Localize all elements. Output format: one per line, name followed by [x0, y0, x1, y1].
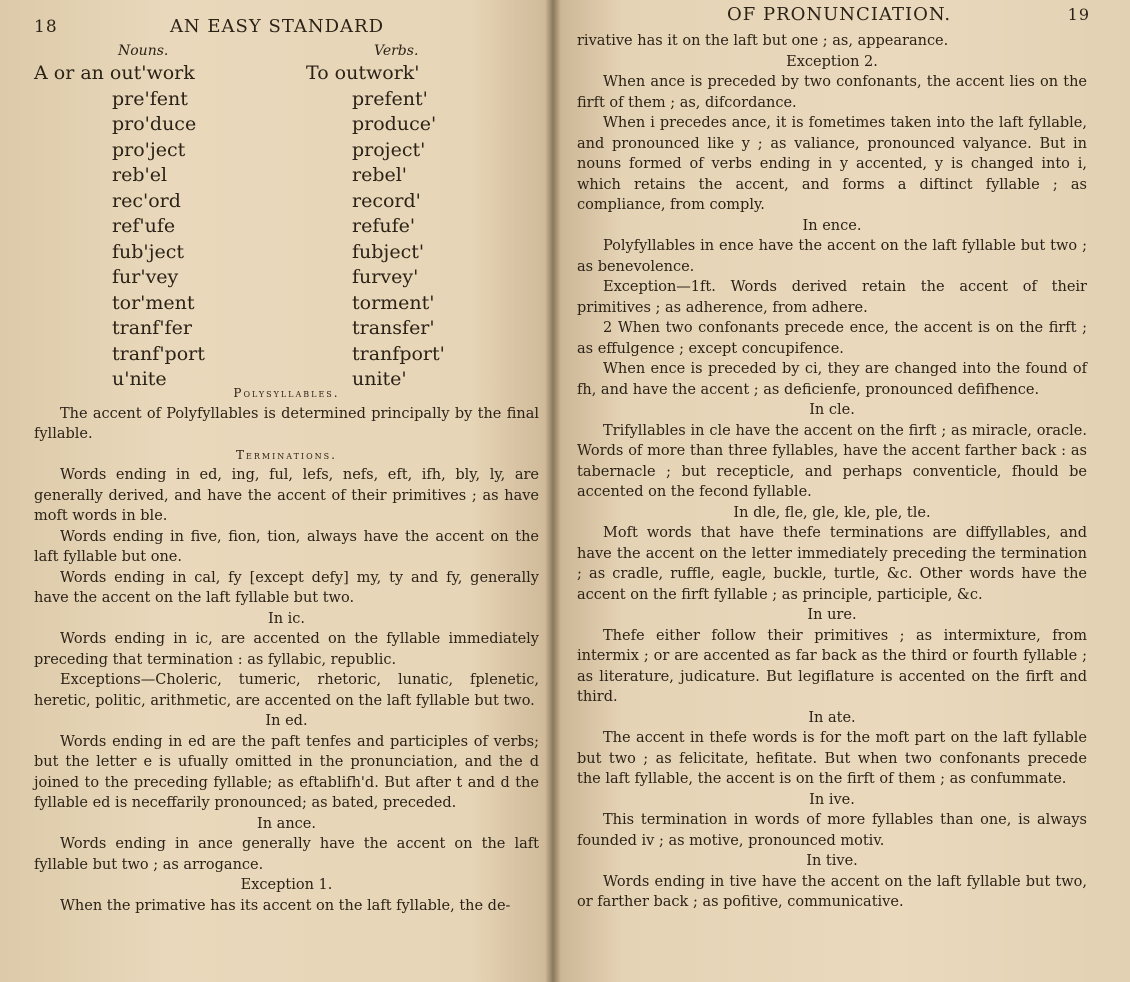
section-heading: Terminations. [236, 447, 337, 462]
noun-word: tranf'fer [112, 317, 192, 339]
section-heading: In cle. [809, 402, 855, 418]
noun-word: reb'el [112, 164, 168, 186]
section-heading: Polysyllables. [233, 386, 340, 400]
section-heading: In ive. [809, 791, 855, 808]
verb-word: torment' [352, 291, 435, 314]
right-body-text [577, 31, 1087, 913]
verbs-heading: Verbs. [374, 43, 419, 59]
paragraph: Words ending in ance generally have the accent on the laft fyllable but two ; as arrogance. [34, 836, 539, 873]
noun-word: ref'ufe [112, 215, 176, 237]
paragraph: Words ending in tive have the accent on the laft fyllable but two, or farther back ; as pofitive, communicative. [577, 873, 1087, 910]
paragraph: When ance is preceded by two confonants, the accent lies on the firft of them ; as, difcordance. [577, 74, 1087, 111]
verbs-column [306, 43, 526, 393]
right-page [553, 0, 1130, 982]
noun-word: fur'vey [112, 266, 179, 288]
verb-word: tranfport' [352, 342, 445, 365]
paragraph: Moft words that have thefe terminations are diffyllables, and have the accent on the letter immediately preceding the termination ; as cradle, ruffle, eagle, buckle, turtle, &c. Other words have the accent on the firft fyllable ; as principle, participle, &c. [577, 525, 1087, 603]
verb-word: record' [352, 189, 421, 212]
verb-word: furvey' [352, 266, 419, 288]
noun-word: tranf'port [112, 342, 205, 365]
noun-word: fub'ject [112, 240, 185, 263]
paragraph: Words ending in five, fion, tion, always have the accent on the laft fyllable but one. [34, 528, 539, 565]
section-heading: In ance. [257, 815, 316, 832]
paragraph: Trifyllables in cle have the accent on the firft ; as miracle, oracle. Words of more than three fyllables, have the accent farther back : as tabernacle ; but recepticle, and perhaps conventicle, fhould be accented on the fecond fyllable. [577, 422, 1087, 500]
verb-word: fubject' [352, 240, 425, 263]
paragraph: When the primative has its accent on the laft fyllable, the de- [60, 897, 511, 914]
section-heading: In dle, fle, gle, kle, ple, tle. [733, 504, 931, 521]
paragraph: Exceptions—Choleric, tumeric, rhetoric, lunatic, fplenetic, heretic, politic, arithmetic, are accented on the laft fyllable but two. [34, 672, 539, 709]
left-page [0, 0, 553, 982]
left-page-number: 18 [34, 17, 58, 37]
section-heading: In ed. [265, 713, 308, 729]
noun-word: pro'ject [112, 138, 186, 161]
section-heading: In ence. [802, 217, 862, 234]
paragraph: Words ending in ed, ing, ful, lefs, nefs, eft, ifh, bly, ly, are generally derived, and have the accent of their primitives ; as have moft words in ble. [34, 467, 539, 524]
nouns-column [34, 43, 294, 393]
section-heading: In ate. [808, 709, 856, 726]
verb-word: unite' [352, 368, 407, 390]
noun-word: rec'ord [112, 189, 181, 212]
noun-word: A or an out'work [34, 62, 195, 84]
verb-word: To outwork' [306, 62, 420, 84]
section-heading: In ic. [267, 610, 306, 627]
right-running-header [577, 4, 1090, 25]
paragraph: When ence is preceded by ci, they are changed into the found of fh, and have the accent ; as deficienfe, pronounced defifhence. [577, 361, 1087, 398]
section-heading: In ure. [807, 607, 857, 623]
paragraph: Polyfyllables in ence have the accent on the laft fyllable but two ; as benevolence. [577, 238, 1087, 275]
paragraph: When i precedes ance, it is fometimes taken into the laft fyllable, and pronounced like y ; as valiance, pronounced valyance. But in nouns formed of verbs ending in y accented, y is changed into i, which retains the accent, and forms a diftinct fyllable ; as compliance, from comply. [577, 115, 1087, 213]
right-page-number: 19 [1067, 5, 1090, 24]
paragraph: The accent of Polyfyllables is determined principally by the final fyllable. [34, 405, 539, 442]
section-heading: Exception 2. [786, 53, 878, 70]
noun-word: pro'duce [112, 113, 197, 135]
nouns-heading: Nouns. [118, 43, 169, 59]
verb-word: refufe' [352, 215, 416, 237]
noun-word: pre'fent [112, 87, 188, 110]
noun-word: tor'ment [112, 291, 195, 314]
paragraph: Words ending in cal, fy [except defy] my, ty and fy, generally have the accent on the laft fyllable but two. [34, 569, 539, 606]
paragraph: 2 When two confonants precede ence, the accent is on the firft ; as effulgence ; except concupifence. [577, 320, 1087, 357]
right-running-head: OF PRONUNCIATION. [727, 4, 952, 25]
section-heading: Exception 1. [240, 877, 333, 893]
left-running-header [34, 16, 534, 37]
paragraph: Thefe either follow their primitives ; as intermixture, from intermix ; or are accented as far back as the third or fourth fyllable ; as literature, judicature. But legiflature is accented on the firft and third. [577, 627, 1087, 705]
verb-word: produce' [352, 113, 437, 135]
book-gutter [545, 0, 561, 982]
accent-word-table [34, 43, 539, 390]
verb-word: rebel' [352, 164, 408, 186]
noun-word: u'nite [112, 368, 167, 390]
left-running-head: AN EASY STANDARD [169, 16, 384, 37]
verb-word: prefent' [352, 87, 428, 110]
verb-word: transfer' [352, 317, 435, 339]
section-heading: In tive. [806, 853, 858, 869]
paragraph: The accent in thefe words is for the moft part on the laft fyllable but two ; as felicitate, hefitate. But when two confonants precede the laft fyllable, the accent is on the firft of them ; as confummate. [577, 730, 1087, 787]
paragraph: This termination in words of more fyllables than one, is always founded iv ; as motive, pronounced motiv. [577, 812, 1087, 849]
paragraph: Words ending in ed are the paft tenfes and participles of verbs; but the letter e is ufually omitted in the pronunciation, and the d joined to the preceding fyllable; as eftablifh'd. But after t and d the fyllable ed is neceffarily pronounced; as bated, preceded. [34, 733, 539, 811]
paragraph: rivative has it on the laft but one ; as, appearance. [577, 33, 949, 49]
paragraph: Words ending in ic, are accented on the fyllable immediately preceding that termination : as fyllabic, republic. [34, 631, 539, 668]
verb-word: project' [352, 138, 426, 161]
left-body-text [34, 383, 539, 916]
paragraph: Exception—1ft. Words derived retain the accent of their primitives ; as adherence, from adhere. [577, 279, 1087, 316]
